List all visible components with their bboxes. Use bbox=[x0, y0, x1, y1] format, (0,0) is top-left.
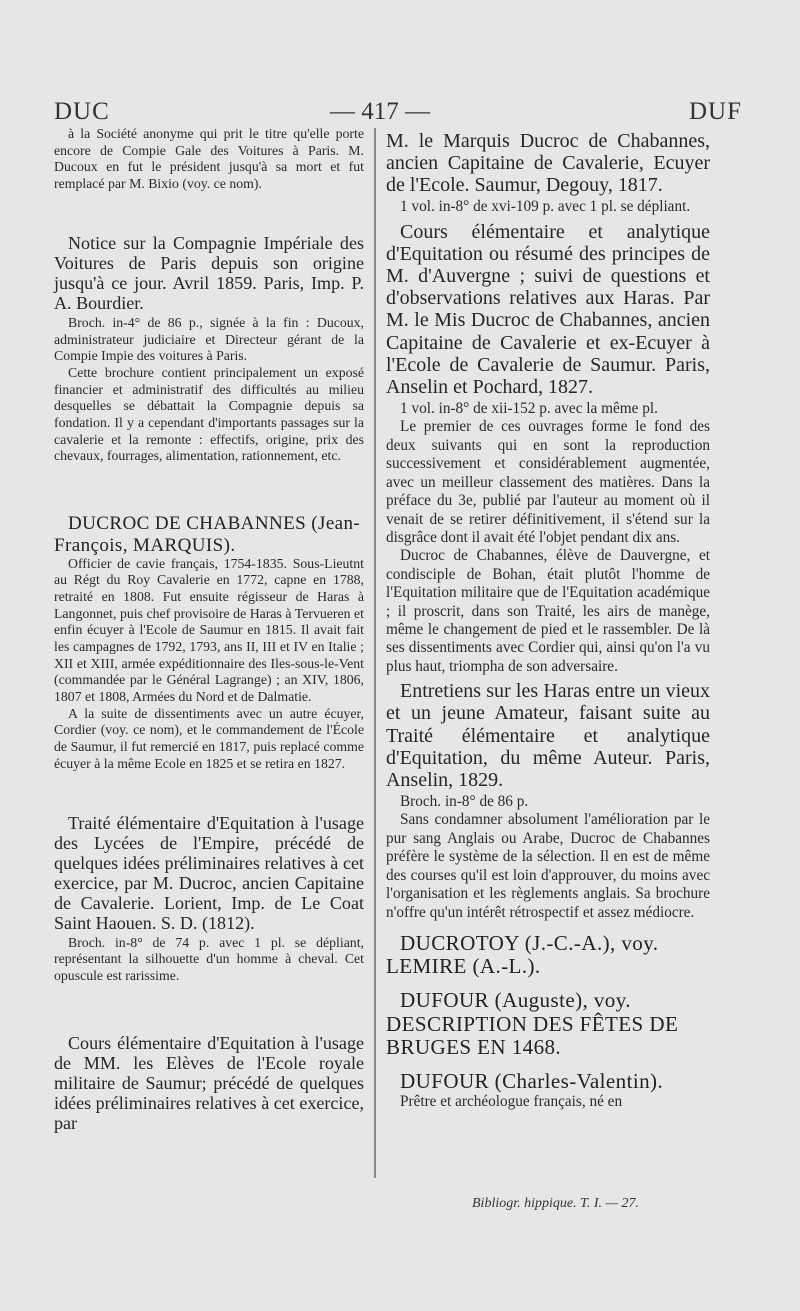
body-paragraph: A la suite de dissentiments avec un autre écuyer, Cordier (voy. ce nom), et le commandement de l'École de Saumur, il fut remercié en 1817, puis replacé comme écuyer à la même Ecole en 1825 et se retira en 1827. bbox=[54, 705, 364, 771]
body-paragraph: Broch. in-8° de 86 p. bbox=[400, 793, 529, 810]
body-paragraph: Le premier de ces ouvrages forme le fond des deux suivants qui en sont la reproduction successivement et considérablement augmentée, avec un meilleur classement des matières. Dans la préface du 3e, publié par l'auteur au moment où il venait de se retirer définitivement, il s'étend sur la disgrâce dont il avait été l'objet pendant dix ans. bbox=[386, 418, 710, 546]
spacer bbox=[54, 787, 364, 799]
author-entry: DUFOUR (Auguste), voy. DESCRIPTION DES FÊTES DE BRUGES EN 1468. bbox=[386, 987, 679, 1060]
body-paragraph: Ducroc de Chabannes, élève de Dauvergne, et condisciple de Bohan, était plutôt l'homme de l'Equitation militaire que de l'Equitation académique ; il proscrit, dans son Traité, les airs de manège, même le changement de pied et le rassembler. De là ses dissentiments avec Cordier qui, ainsi qu'on l'a vu plus haut, triompha de son adversaire. bbox=[386, 547, 710, 675]
body-paragraph: Prêtre et archéologue français, né en bbox=[400, 1093, 623, 1111]
page-footer: Bibliogr. hippique. T. I. — 27. bbox=[472, 1196, 639, 1211]
running-header bbox=[0, 92, 800, 128]
body-paragraph: Cette brochure contient principalement un exposé financier et administratif des difficultés au milieu desquelles se débattait la Compagnie depuis sa fondation. Il y a cependant d'importants passages sur la cavalerie et la remonte : effectifs, origine, prix des chevaux, fourrages, alimentation, rationnement, etc. bbox=[54, 365, 364, 464]
header-right: DUF bbox=[688, 98, 742, 125]
spacer bbox=[54, 207, 364, 219]
right-column bbox=[386, 126, 710, 1111]
work-title: Notice sur la Compagnie Impériale des Voitures de Paris depuis son origine jusqu'à ce jour. Avril 1859. Paris, Imp. P. A. Bourdier. bbox=[54, 232, 364, 314]
body-paragraph: Sans condamner absolument l'amélioration par le pur sang Anglais ou Arabe, Ducroc de Chabannes préfère le système de la sélection. Il en est de même des courses qu'il est loin d'approuver, du moins avec l'organisation et les règlements anglais. Sa brochure n'offre qu'un intérêt rétrospectif et assez médiocre. bbox=[386, 811, 710, 921]
work-title-continued: M. le Marquis Ducroc de Chabannes, ancien Capitaine de Cavalerie, Ecuyer de l'Ecole. Saumur, Degouy, 1817. bbox=[386, 130, 710, 197]
author-entry: DUCROTOY (J.-C.-A.), voy. LEMIRE (A.-L.). bbox=[386, 930, 659, 979]
column-divider bbox=[374, 128, 376, 1178]
page-number: — 417 — bbox=[330, 98, 430, 125]
work-title: Cours élémentaire d'Equitation à l'usage de MM. les Elèves de l'Ecole royale militaire de Saumur; précédé de quelques idées préliminaires relatives à cet exercice, par bbox=[54, 1033, 364, 1134]
body-paragraph: Broch. in-4° de 86 p., signée à la fin : Ducoux, administrateur judiciaire et Directeur gérant de la Compie Impie des voitures à Paris. bbox=[54, 315, 364, 364]
body-paragraph: Officier de cavie français, 1754-1835. Sous-Lieutnt au Régt du Roy Cavalerie en 1772, capne en 1788, retraité en 1808. Fut ensuite régisseur de Haras à Langonnet, puis chef provisoire de Haras à Tervueren et enfin écuyer à l'Ecole de Saumur en 1815. Il avait fait les campagnes de 1792, 1793, ans II, III et IV en Italie ; XII et XIII, armée expéditionnaire des Iles-sous-le-Vent (commandée par le Général Lagrange) ; an XIV, 1806, 1807 et 1808, Armées du Nord et de Dalmatie. bbox=[54, 555, 364, 705]
spacer bbox=[54, 479, 364, 499]
spacer bbox=[54, 999, 364, 1019]
left-column bbox=[54, 126, 364, 1135]
author-entry: DUCROC DE CHABANNES (Jean-François, MARQUIS). bbox=[54, 513, 361, 556]
work-title: Traité élémentaire d'Equitation à l'usage des Lycées de l'Empire, précédé de quelques idées préliminaires relatives à cet exercice, par M. Ducroc, ancien Capitaine de Cavalerie. Lorient, Imp. de Le Coat Saint Haouen. S. D. (1812). bbox=[54, 812, 364, 933]
body-paragraph: Broch. in-8° de 74 p. avec 1 pl. se dépliant, représentant la silhouette d'un homme à cheval. Cet opuscule est rarissime. bbox=[54, 934, 364, 984]
work-title: Cours élémentaire et analytique d'Equitation ou résumé des principes de M. d'Auvergne ; suivi de questions et d'observations relatives aux Haras. Par M. le Mis Ducroc de Chabannes, ancien Capitaine de Cavalerie et ex-Ecuyer à l'Ecole de Cavalerie de Saumur. Paris, Anselin et Pochard, 1827. bbox=[386, 220, 710, 398]
header-left: DUC bbox=[54, 98, 110, 125]
body-paragraph: 1 vol. in-8° de xii-152 p. avec la même pl. bbox=[400, 399, 658, 417]
author-entry: DUFOUR (Charles-Valentin). bbox=[400, 1068, 664, 1093]
body-paragraph: 1 vol. in-8° de xvi-109 p. avec 1 pl. se dépliant. bbox=[400, 198, 691, 216]
body-paragraph: à la Société anonyme qui prit le titre qu'elle porte encore de Compie Gale des Voitures à Paris. M. Ducoux en fut le président jusqu'à sa mort et fut remplacé par M. Bixio (voy. ce nom). bbox=[54, 126, 364, 191]
work-title: Entretiens sur les Haras entre un vieux et un jeune Amateur, faisant suite au Traité élémentaire et analytique d'Equitation, du même Auteur. Paris, Anselin, 1829. bbox=[386, 680, 710, 791]
